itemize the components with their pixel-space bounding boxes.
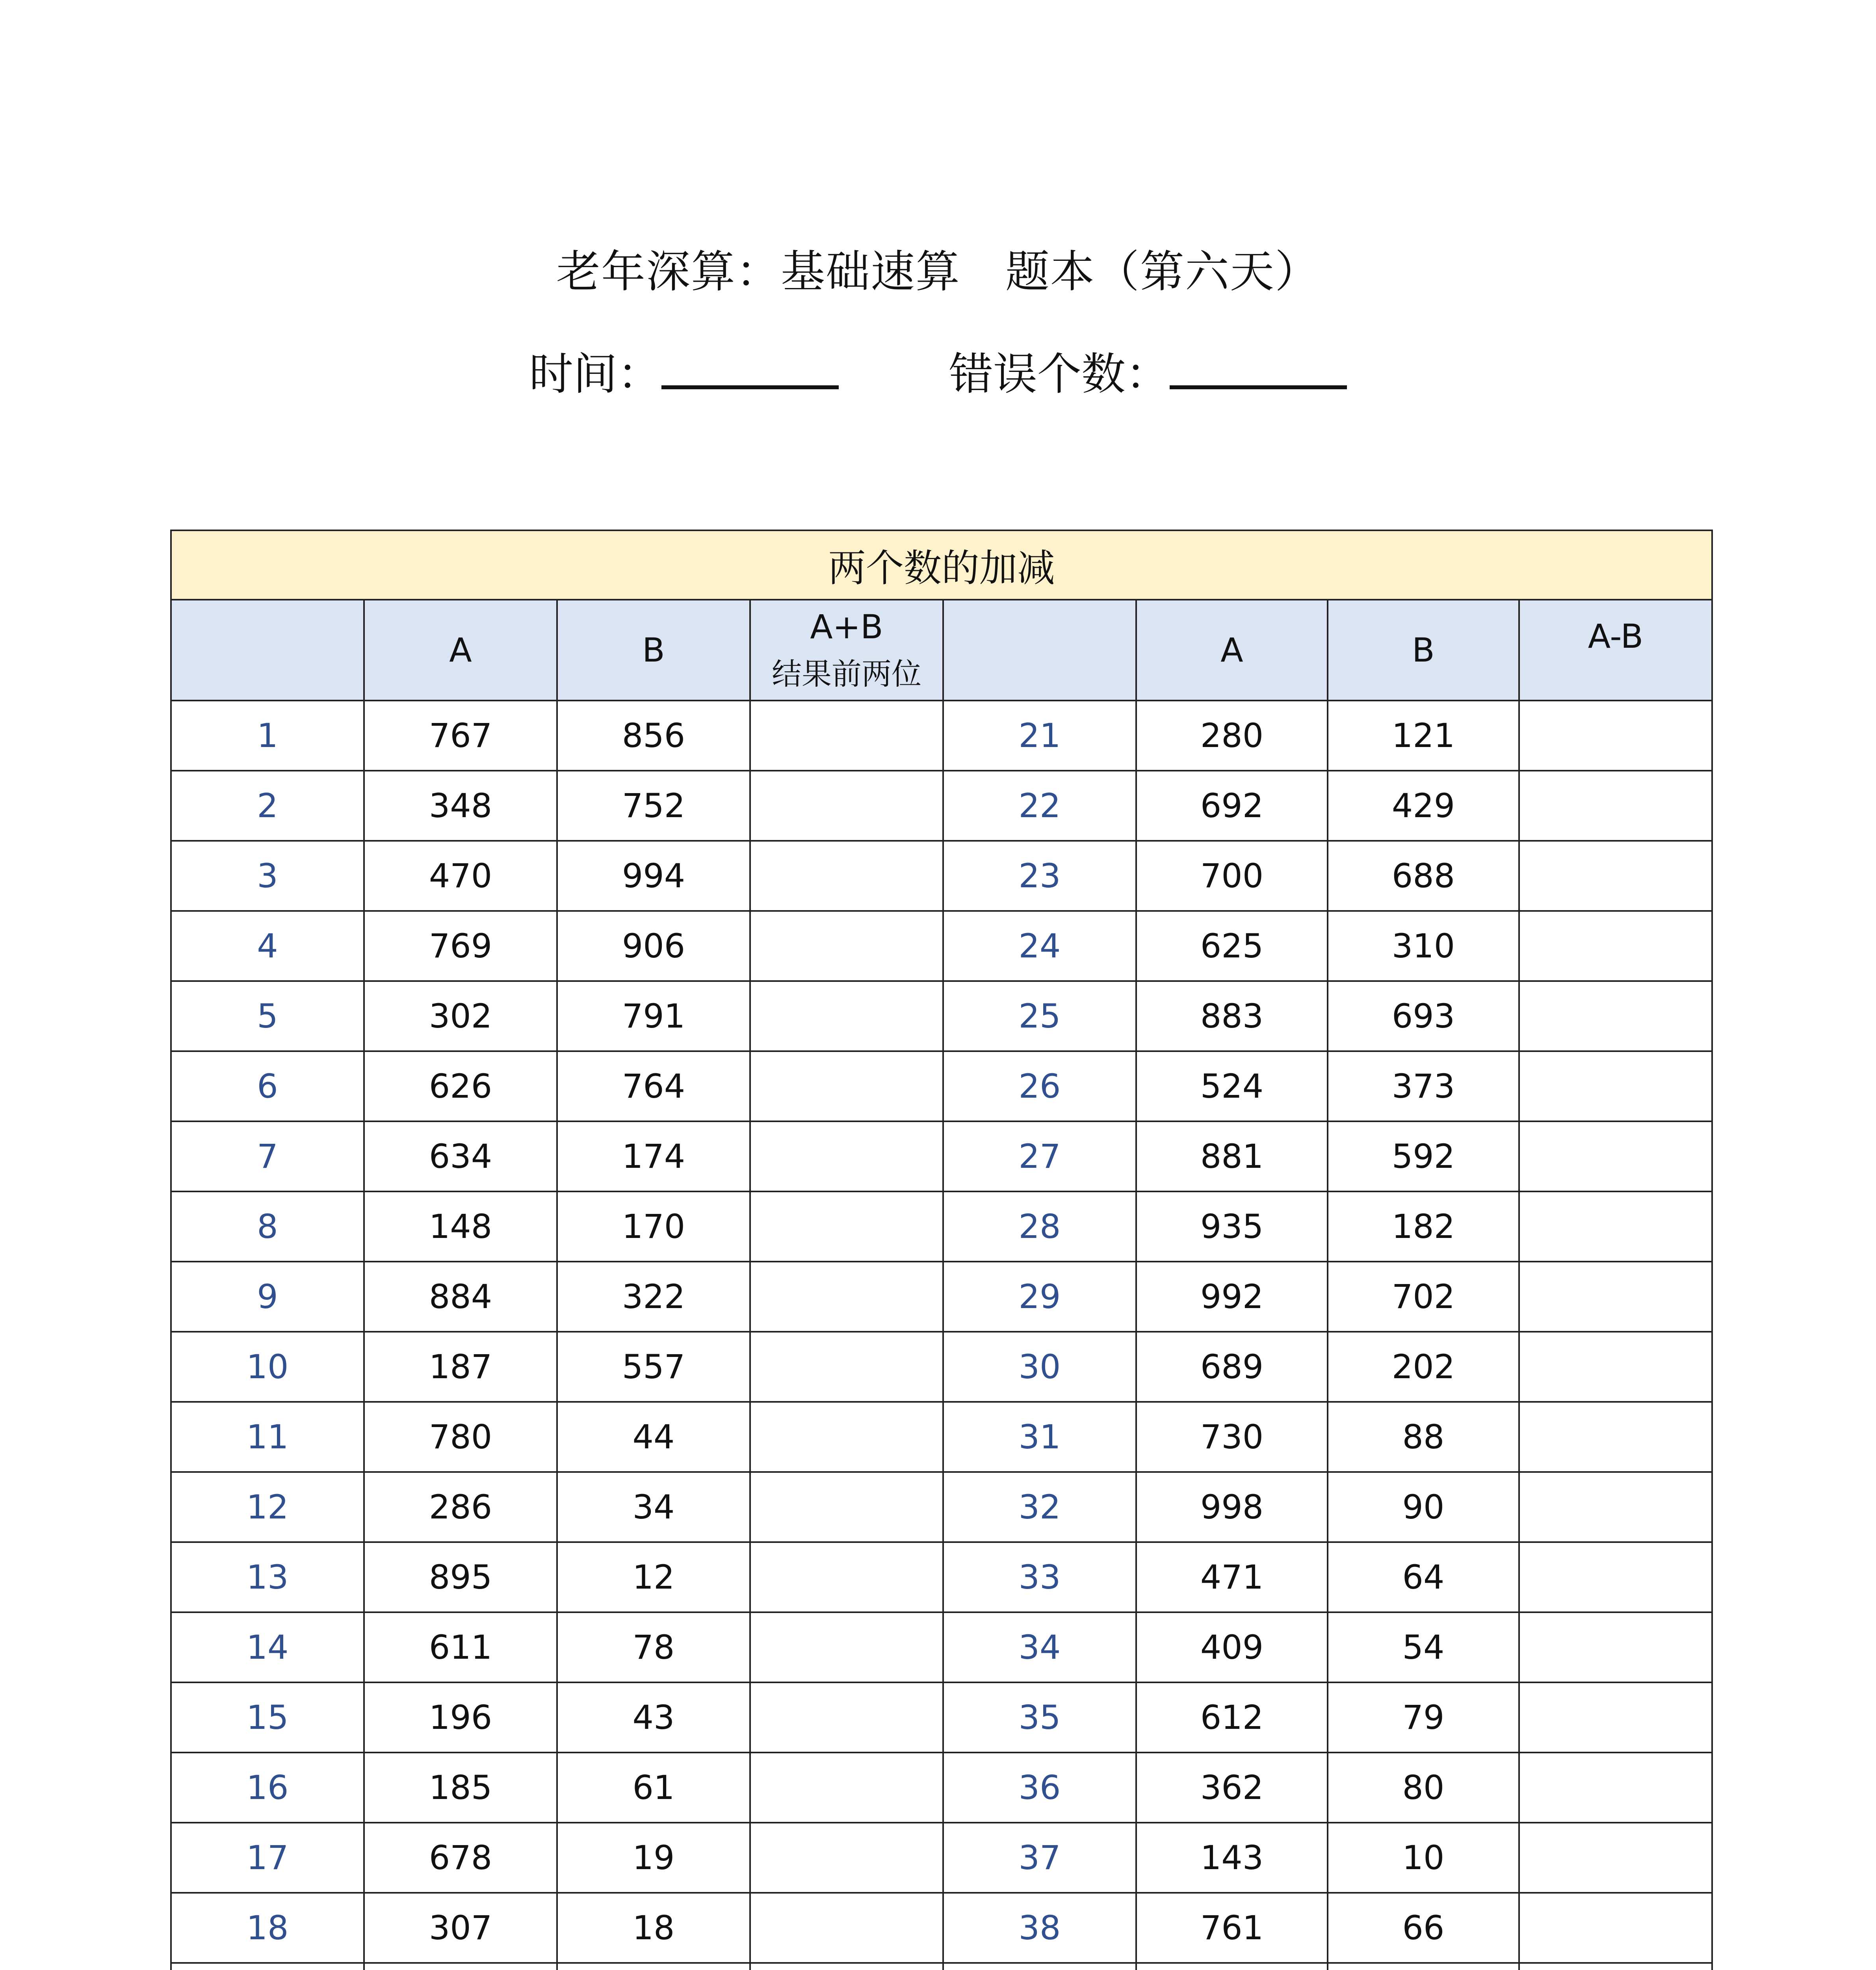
value-a: 148 [364,1191,557,1262]
value-a: 992 [1136,1262,1328,1332]
value-b: 791 [557,981,750,1051]
value-b: 322 [557,1262,750,1332]
value-a: 883 [1136,981,1328,1051]
answer-diff-cell[interactable] [1519,1753,1712,1823]
value-b: 64 [1328,1542,1519,1612]
value-b: 557 [557,1332,750,1402]
value-b: 202 [1328,1332,1519,1402]
value-a: 348 [364,771,557,841]
value-a: 470 [364,841,557,911]
table-row [171,911,1712,981]
answer-diff-cell[interactable] [1519,771,1712,841]
value-a: 692 [1136,771,1328,841]
table-row [171,1963,1712,1970]
table-row [171,841,1712,911]
table-row [171,1893,1712,1963]
value-b: 182 [1328,1191,1519,1262]
value-b: 994 [557,841,750,911]
answer-diff-cell[interactable] [1519,1332,1712,1402]
value-b: 592 [1328,1121,1519,1191]
table-row [171,1682,1712,1753]
answer-sum-cell[interactable] [750,1893,943,1963]
row-index [943,1963,1136,1970]
row-index: 18 [171,1893,364,1963]
row-index: 11 [171,1402,364,1472]
value-b: 688 [1328,841,1519,911]
value-b [1328,1963,1519,1970]
value-a: 524 [1136,1051,1328,1121]
row-index: 37 [943,1823,1136,1893]
value-a: 689 [1136,1332,1328,1402]
answer-diff-cell[interactable] [1519,1963,1712,1970]
row-index: 36 [943,1753,1136,1823]
answer-sum-cell[interactable] [750,1612,943,1682]
value-a: 302 [364,981,557,1051]
value-a: 730 [1136,1402,1328,1472]
value-a: 769 [364,911,557,981]
value-b: 18 [557,1893,750,1963]
row-index: 17 [171,1823,364,1893]
header-a-2: A [1136,600,1328,701]
header-sum-label: A+B [810,607,883,646]
table-row [171,1051,1712,1121]
answer-sum-cell[interactable] [750,771,943,841]
row-index: 38 [943,1893,1136,1963]
answer-diff-cell[interactable] [1519,1893,1712,1963]
value-a: 935 [1136,1191,1328,1262]
value-a [364,1963,557,1970]
value-a: 895 [364,1542,557,1612]
value-b: 66 [1328,1893,1519,1963]
answer-sum-cell[interactable] [750,981,943,1051]
answer-diff-cell[interactable] [1519,1682,1712,1753]
table-row [171,981,1712,1051]
row-index: 10 [171,1332,364,1402]
header-a: A [364,600,557,701]
table-row [171,1823,1712,1893]
value-b: 429 [1328,771,1519,841]
header-diff-label: A-B [1588,617,1644,656]
table-row [171,1262,1712,1332]
row-index: 35 [943,1682,1136,1753]
value-b: 174 [557,1121,750,1191]
answer-diff-cell[interactable] [1519,1121,1712,1191]
row-index: 21 [943,701,1136,771]
answer-diff-cell[interactable] [1519,981,1712,1051]
value-b: 43 [557,1682,750,1753]
value-b: 10 [1328,1823,1519,1893]
answer-sum-cell[interactable] [750,1682,943,1753]
errors-blank[interactable] [1170,350,1347,389]
answer-diff-cell[interactable] [1519,1051,1712,1121]
answer-diff-cell[interactable] [1519,911,1712,981]
table-row [171,771,1712,841]
value-a: 626 [364,1051,557,1121]
row-index: 22 [943,771,1136,841]
answer-sum-cell[interactable] [750,1542,943,1612]
header-index [171,600,364,701]
answer-header [0,339,1876,402]
value-b: 856 [557,701,750,771]
value-b: 373 [1328,1051,1519,1121]
value-a: 678 [364,1823,557,1893]
value-b: 121 [1328,701,1519,771]
value-a: 280 [1136,701,1328,771]
table-row [171,1612,1712,1682]
value-b: 752 [557,771,750,841]
header-diff-note-faded [1520,660,1711,683]
answer-diff-cell[interactable] [1519,701,1712,771]
table-row [171,701,1712,771]
value-a: 700 [1136,841,1328,911]
value-a: 881 [1136,1121,1328,1191]
header-sum-note: 结果前两位 [772,656,921,691]
row-index: 28 [943,1191,1136,1262]
answer-diff-cell[interactable] [1519,1262,1712,1332]
value-b: 79 [1328,1682,1519,1753]
value-a: 611 [364,1612,557,1682]
answer-sum-cell[interactable] [750,1402,943,1472]
row-index: 33 [943,1542,1136,1612]
add-subtract-table [170,530,1713,1970]
value-b: 764 [557,1051,750,1121]
value-a: 998 [1136,1472,1328,1542]
table-row [171,1121,1712,1191]
value-b [557,1963,750,1970]
answer-diff-cell[interactable] [1519,1402,1712,1472]
value-a: 307 [364,1893,557,1963]
answer-sum-cell[interactable] [750,1823,943,1893]
value-a: 625 [1136,911,1328,981]
row-index: 25 [943,981,1136,1051]
value-a: 471 [1136,1542,1328,1612]
table-row [171,1332,1712,1402]
answer-diff-cell[interactable] [1519,841,1712,911]
row-index: 2 [171,771,364,841]
value-a: 612 [1136,1682,1328,1753]
time-blank[interactable] [661,350,839,389]
row-index: 6 [171,1051,364,1121]
value-a: 187 [364,1332,557,1402]
answer-sum-cell[interactable] [750,911,943,981]
value-a: 767 [364,701,557,771]
errors-label: 错误个数： [949,349,1170,400]
answer-diff-cell[interactable] [1519,1472,1712,1542]
table-row [171,1191,1712,1262]
value-b: 90 [1328,1472,1519,1542]
value-b: 310 [1328,911,1519,981]
time-label: 时间： [529,349,661,400]
answer-sum-cell[interactable] [750,1191,943,1262]
row-index: 16 [171,1753,364,1823]
answer-sum-cell[interactable] [750,841,943,911]
value-a: 286 [364,1472,557,1542]
value-b: 12 [557,1542,750,1612]
row-index: 13 [171,1542,364,1612]
value-a: 761 [1136,1893,1328,1963]
table-row [171,1753,1712,1823]
value-a: 185 [364,1753,557,1823]
row-index: 1 [171,701,364,771]
value-b: 88 [1328,1402,1519,1472]
value-b: 44 [557,1402,750,1472]
row-index [171,1963,364,1970]
row-index: 3 [171,841,364,911]
value-b: 54 [1328,1612,1519,1682]
table-row [171,1402,1712,1472]
header-b: B [557,600,750,701]
row-index: 29 [943,1262,1136,1332]
row-index: 4 [171,911,364,981]
answer-sum-cell[interactable] [750,1753,943,1823]
value-a: 884 [364,1262,557,1332]
row-index: 9 [171,1262,364,1332]
table-row [171,1542,1712,1612]
answer-diff-cell[interactable] [1519,1612,1712,1682]
answer-sum-cell[interactable] [750,1963,943,1970]
value-b: 170 [557,1191,750,1262]
row-index: 30 [943,1332,1136,1402]
header-index-2 [943,600,1136,701]
value-a: 409 [1136,1612,1328,1682]
value-b: 80 [1328,1753,1519,1823]
row-index: 27 [943,1121,1136,1191]
value-b: 78 [557,1612,750,1682]
row-index: 32 [943,1472,1136,1542]
header-b-2: B [1328,600,1519,701]
table-row [171,1472,1712,1542]
value-b: 34 [557,1472,750,1542]
row-index: 26 [943,1051,1136,1121]
row-index: 23 [943,841,1136,911]
answer-sum-cell[interactable] [750,1121,943,1191]
row-index: 24 [943,911,1136,981]
value-a: 362 [1136,1753,1328,1823]
value-a: 634 [364,1121,557,1191]
header-sum [750,600,943,701]
row-index: 8 [171,1191,364,1262]
row-index: 12 [171,1472,364,1542]
value-a: 780 [364,1402,557,1472]
answer-sum-cell[interactable] [750,1472,943,1542]
row-index: 34 [943,1612,1136,1682]
value-b: 693 [1328,981,1519,1051]
value-b: 702 [1328,1262,1519,1332]
answer-sum-cell[interactable] [750,701,943,771]
answer-diff-cell[interactable] [1519,1823,1712,1893]
value-b: 906 [557,911,750,981]
row-index: 31 [943,1402,1136,1472]
row-index: 7 [171,1121,364,1191]
answer-diff-cell[interactable] [1519,1191,1712,1262]
table-caption: 两个数的加减 [171,530,1712,600]
answer-sum-cell[interactable] [750,1051,943,1121]
row-index: 5 [171,981,364,1051]
row-index: 15 [171,1682,364,1753]
value-a: 143 [1136,1823,1328,1893]
value-b: 19 [557,1823,750,1893]
value-a [1136,1963,1328,1970]
page-title: 老年深算：基础速算 题本（第六天） [556,246,1320,297]
value-a: 196 [364,1682,557,1753]
value-b: 61 [557,1753,750,1823]
row-index: 14 [171,1612,364,1682]
header-diff [1519,600,1712,701]
answer-sum-cell[interactable] [750,1262,943,1332]
answer-sum-cell[interactable] [750,1332,943,1402]
answer-diff-cell[interactable] [1519,1542,1712,1612]
